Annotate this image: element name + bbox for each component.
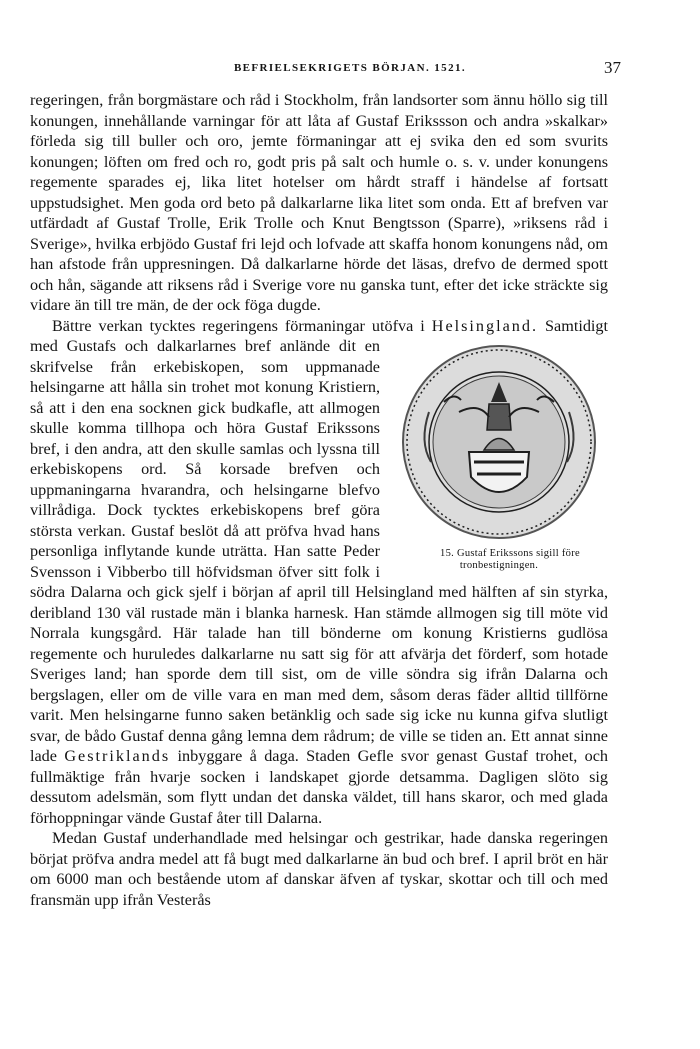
running-head-title: BEFRIELSEKRIGETS BÖRJAN. 1521. [233, 62, 467, 74]
page-number: 37 [604, 58, 621, 77]
seal-figure [390, 342, 608, 578]
body-text [30, 90, 608, 910]
paragraph-3: Medan Gustaf underhandlade med helsingar och gestrikar, hade danska regeringen börjat pröfva andra medel att få bugt med dalkarlarne än bud och bref. I april bröt en här om 6000 man och bestående utom af danskar äfven af tyskar, skottar och till och med fransmän upp ifrån Vesterås [30, 829, 608, 909]
paragraph-2 [30, 316, 608, 829]
running-head [0, 58, 700, 80]
paragraph-2-part-c: inbyggare å daga. Staden Gefle svor genast Gustaf trohet, och fullmäktige från hvarje socken i landskapet gjorde detsamma. Dagligen slöto sig dessutom adelsmän, som flytt undan det danska väldet, till hans skaror, och med glada förhoppningar vände Gustaf åter till Dalarna. [30, 747, 608, 827]
figure-caption: 15. Gustaf Erikssons sigill före tronbestigningen. [440, 548, 580, 571]
place-gestrikland: Gestriklands [64, 747, 171, 765]
paragraph-1: regeringen, från borgmästare och råd i Stockholm, från landsorter som ännu höllo sig till konungen, innehållande varningar för att låta af Gustaf Erikssson och andra »skalkar» förleda sig till buller och oro, jemte förmaningar att ej svika den ed som svurits konungen; löften om fred och ro, godt pris på salt och humle o. s. v. under konungens regemente sparades ej, lika litet hotelser om hårdt straff i händelse af fortsatt uppstudsighet. Men goda ord beto på dalkarlarne lika litet som onda. Ett af brefven var utfärdadt af Gustaf Trolle, Erik Trolle och Knut Bengtsson (Sparre), »riksens råd i Sverige», hvilka erbjödo Gustaf fri lejd och lofvade att skaffa honom konungens nåd, om han afstode från uppresningen. Då dalkarlarne hörde det läsas, drefvo de dermed spott och hån, sägande att riksens råd i Sverige vore nu ganska tunt, efter det icke sträckte sig vidare än till tre män, de der ock föga dugde. [30, 91, 608, 314]
paragraph-2-part-b: Samtidigt med Gustafs och dalkarlarnes bref anlände dit en skrifvelse från erkebiskopen, som uppmanade helsingarne att hålla sin trohet mot konung Kristiern, så att i den ena socknen gick budkafle, att allmogen skulle komma tillhopa och höra Gustaf Erikssons bref, i den andra, att den skulle samlas och lyssna till erkebiskopens ord. Så korsade brefven och uppmaningarna hvarandra, och helsingarne blefvo villrådiga. Dock tycktes erkebiskopens bref göra största verkan. Gustaf beslöt då att pröfva hvad hans personliga inflytande kunde uträtta. Han satte Peder Svensson i Vibberbo till höfvidsman öfver sitt folk i södra Dalarna och gick sjelf i början af april till Helsingland med hälften af sin styrka, deribland 130 väl rustade män i blanka harnesk. Han stämde allmogen sig till möte vid Norrala kungsgård. Här talade han till bönderne om konung Kristierns gudlösa regemente och huruledes dalkarlarne nu satt sig för att afvärja det förderf, som hotade Sveriges land; han sporde dem till sist, om de ville söndra sig ifrån Dalarna och bergslagen, eller om de ville vara en man med dem, såsom deras fäder alltid tillförne varit. Men helsingarne funno saken betänklig och sade sig icke nu kunna gifva slutligt svar, de bådo Gustaf denna gång lemna dem rådrum; de ville se tiden an. Ett annat sinne lade [30, 316, 608, 765]
place-helsingland: Helsingland. [431, 316, 539, 335]
wax-seal-icon [390, 342, 608, 542]
paragraph-2-part-a: Bättre verkan tycktes regeringens förmaningar utöfva i [52, 316, 432, 335]
